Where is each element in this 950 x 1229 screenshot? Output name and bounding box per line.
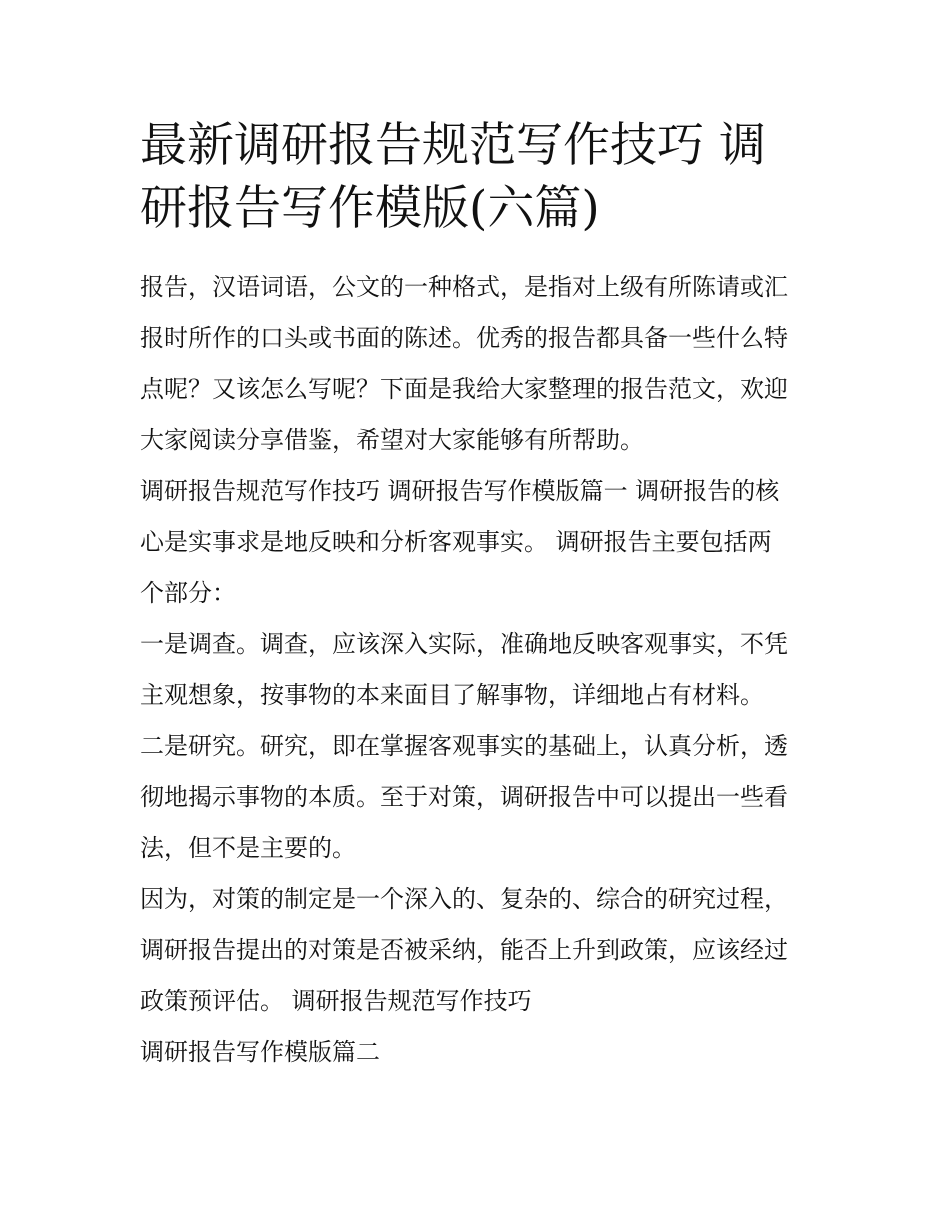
text-line: 主观想象，按事物的本来面目了解事物，详细地占有材料。 <box>140 681 764 709</box>
text-line: 一是调查。调查，应该深入实际，准确地反映客观事实，不凭 <box>140 630 788 658</box>
title-line: 研报告写作模版(六篇) <box>140 181 600 236</box>
title-line: 最新调研报告规范写作技巧 调 <box>140 118 766 173</box>
document-title <box>140 114 815 240</box>
text-line: 心是实事求是地反映和分析客观事实。 调研报告主要包括两 <box>140 528 772 556</box>
document-content <box>140 114 815 1078</box>
text-line: 因为，对策的制定是一个深入的、复杂的、综合的研究过程， <box>140 885 788 913</box>
text-line: 报告，汉语词语，公文的一种格式，是指对上级有所陈请或汇 <box>140 273 788 301</box>
text-line: 法，但不是主要的。 <box>140 834 356 862</box>
text-line: 报时所作的口头或书面的陈述。优秀的报告都具备一些什么特 <box>140 324 788 352</box>
text-line: 调研报告规范写作技巧 调研报告写作模版篇一 调研报告的核 <box>140 477 780 505</box>
research-paragraph <box>140 721 815 874</box>
text-line: 彻地揭示事物的本质。至于对策，调研报告中可以提出一些看 <box>140 783 788 811</box>
text-line: 大家阅读分享借鉴，希望对大家能够有所帮助。 <box>140 426 644 454</box>
text-line: 政策预评估。 调研报告规范写作技巧 <box>140 987 532 1015</box>
investigation-paragraph <box>140 619 815 721</box>
section-one-paragraph <box>140 466 815 619</box>
section-two-heading <box>140 1027 815 1078</box>
intro-paragraph <box>140 262 815 466</box>
text-line: 调研报告写作模版篇二 <box>140 1038 380 1066</box>
text-line: 点呢？又该怎么写呢？下面是我给大家整理的报告范文，欢迎 <box>140 375 788 403</box>
text-line: 个部分： <box>140 579 236 607</box>
policy-paragraph <box>140 874 815 1027</box>
text-line: 调研报告提出的对策是否被采纳，能否上升到政策，应该经过 <box>140 936 788 964</box>
text-line: 二是研究。研究，即在掌握客观事实的基础上，认真分析，透 <box>140 732 788 760</box>
